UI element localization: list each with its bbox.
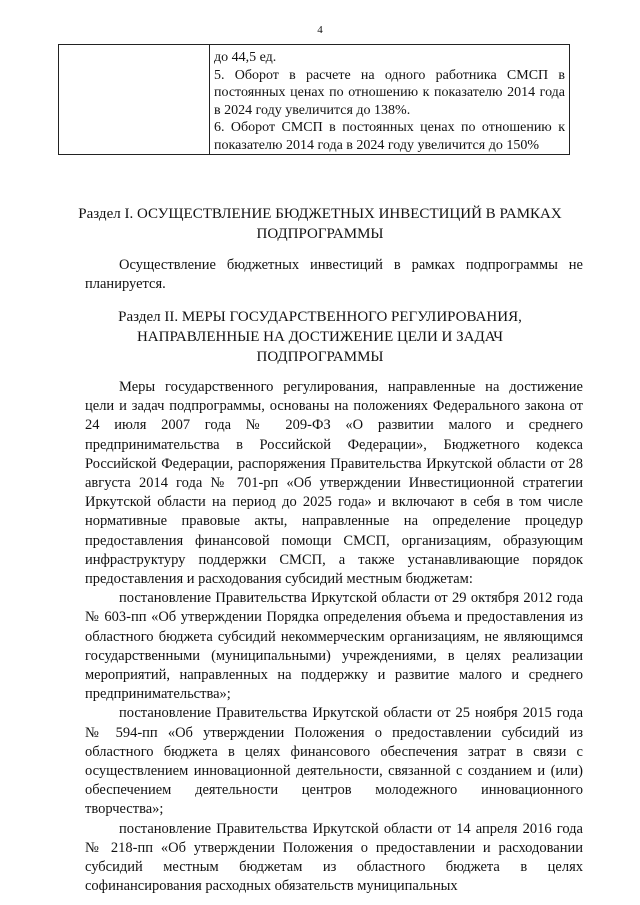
table-cell-indicators [210,45,570,155]
continuation-table [58,44,570,155]
section-2-body [85,378,583,896]
table-line: 5. Оборот в расчете на одного работника СМСП в постоянных ценах по отношению к показателю 2014 года в 2024 году увеличится до 138%. [214,67,565,118]
table-line: до 44,5 ед. [214,50,277,65]
table-line: 6. Оборот СМСП в постоянных ценах по отношению к показателю 2014 года в 2024 году увеличится до 150% [214,120,565,153]
section-2-heading: Раздел II. МЕРЫ ГОСУДАРСТВЕННОГО РЕГУЛИРОВАНИЯ, НАПРАВЛЕННЫЕ НА ДОСТИЖЕНИЕ ЦЕЛИ И ЗАДАЧ ПОДПРОГРАММЫ [118,309,522,365]
table-cell-empty [59,45,210,155]
paragraph: постановление Правительства Иркутской области от 14 апреля 2016 года № 218-пп «Об утверждении Положения о предоставлении и расходовании субсидий местным бюджетам из областного бюджета в целях софинансирования расходных обязательств муниципальных [85,820,583,895]
paragraph: постановление Правительства Иркутской области от 29 октября 2012 года № 603-пп «Об утверждении Порядка определения объема и предоставления из областного бюджета субсидий некоммерческим организациям, не являющимся государственными (муниципальными) учреждениями, в целях реализации мероприятий, направленных на поддержку и развитие малого и среднего предпринимательства»; [85,590,583,703]
section-1-heading: Раздел I. ОСУЩЕСТВЛЕНИЕ БЮДЖЕТНЫХ ИНВЕСТИЦИЙ В РАМКАХ ПОДПРОГРАММЫ [78,206,562,242]
table-row [59,45,570,155]
section-1-text [85,256,583,294]
paragraph: постановление Правительства Иркутской области от 25 ноября 2015 года № 594-пп «Об утверждении Положения о предоставлении субсидий из областного бюджета в целях финансового обеспечения затрат в связи с осуществлением инновационной деятельности, связанной с созданием и (или) обеспечением деятельности центров молодежного инновационного творчества»; [85,705,583,818]
paragraph: Меры государственного регулирования, направленные на достижение цели и задач подпрограммы, основаны на положениях Федерального закона от 24 июля 2007 года № 209-ФЗ «О развитии малого и среднего предпринимательства в Российской Федерации», Бюджетного кодекса Российской Федерации, распоряжения Правительства Иркутской области от 28 августа 2014 года № 701-рп «Об утверждении Инвестиционной стратегии Иркутской области на период до 2025 года» и включают в себя в том числе нормативные правовые акты, направленные на определение процедур предоставления финансовой помощи СМСП, организациям, образующим инфраструктуру поддержки СМСП, а также устанавливающие порядок предоставления и расходования субсидий местным бюджетам: [85,379,583,588]
page-number: 4 [317,24,323,36]
paragraph: Осуществление бюджетных инвестиций в рамках подпрограммы не планируется. [85,257,583,293]
